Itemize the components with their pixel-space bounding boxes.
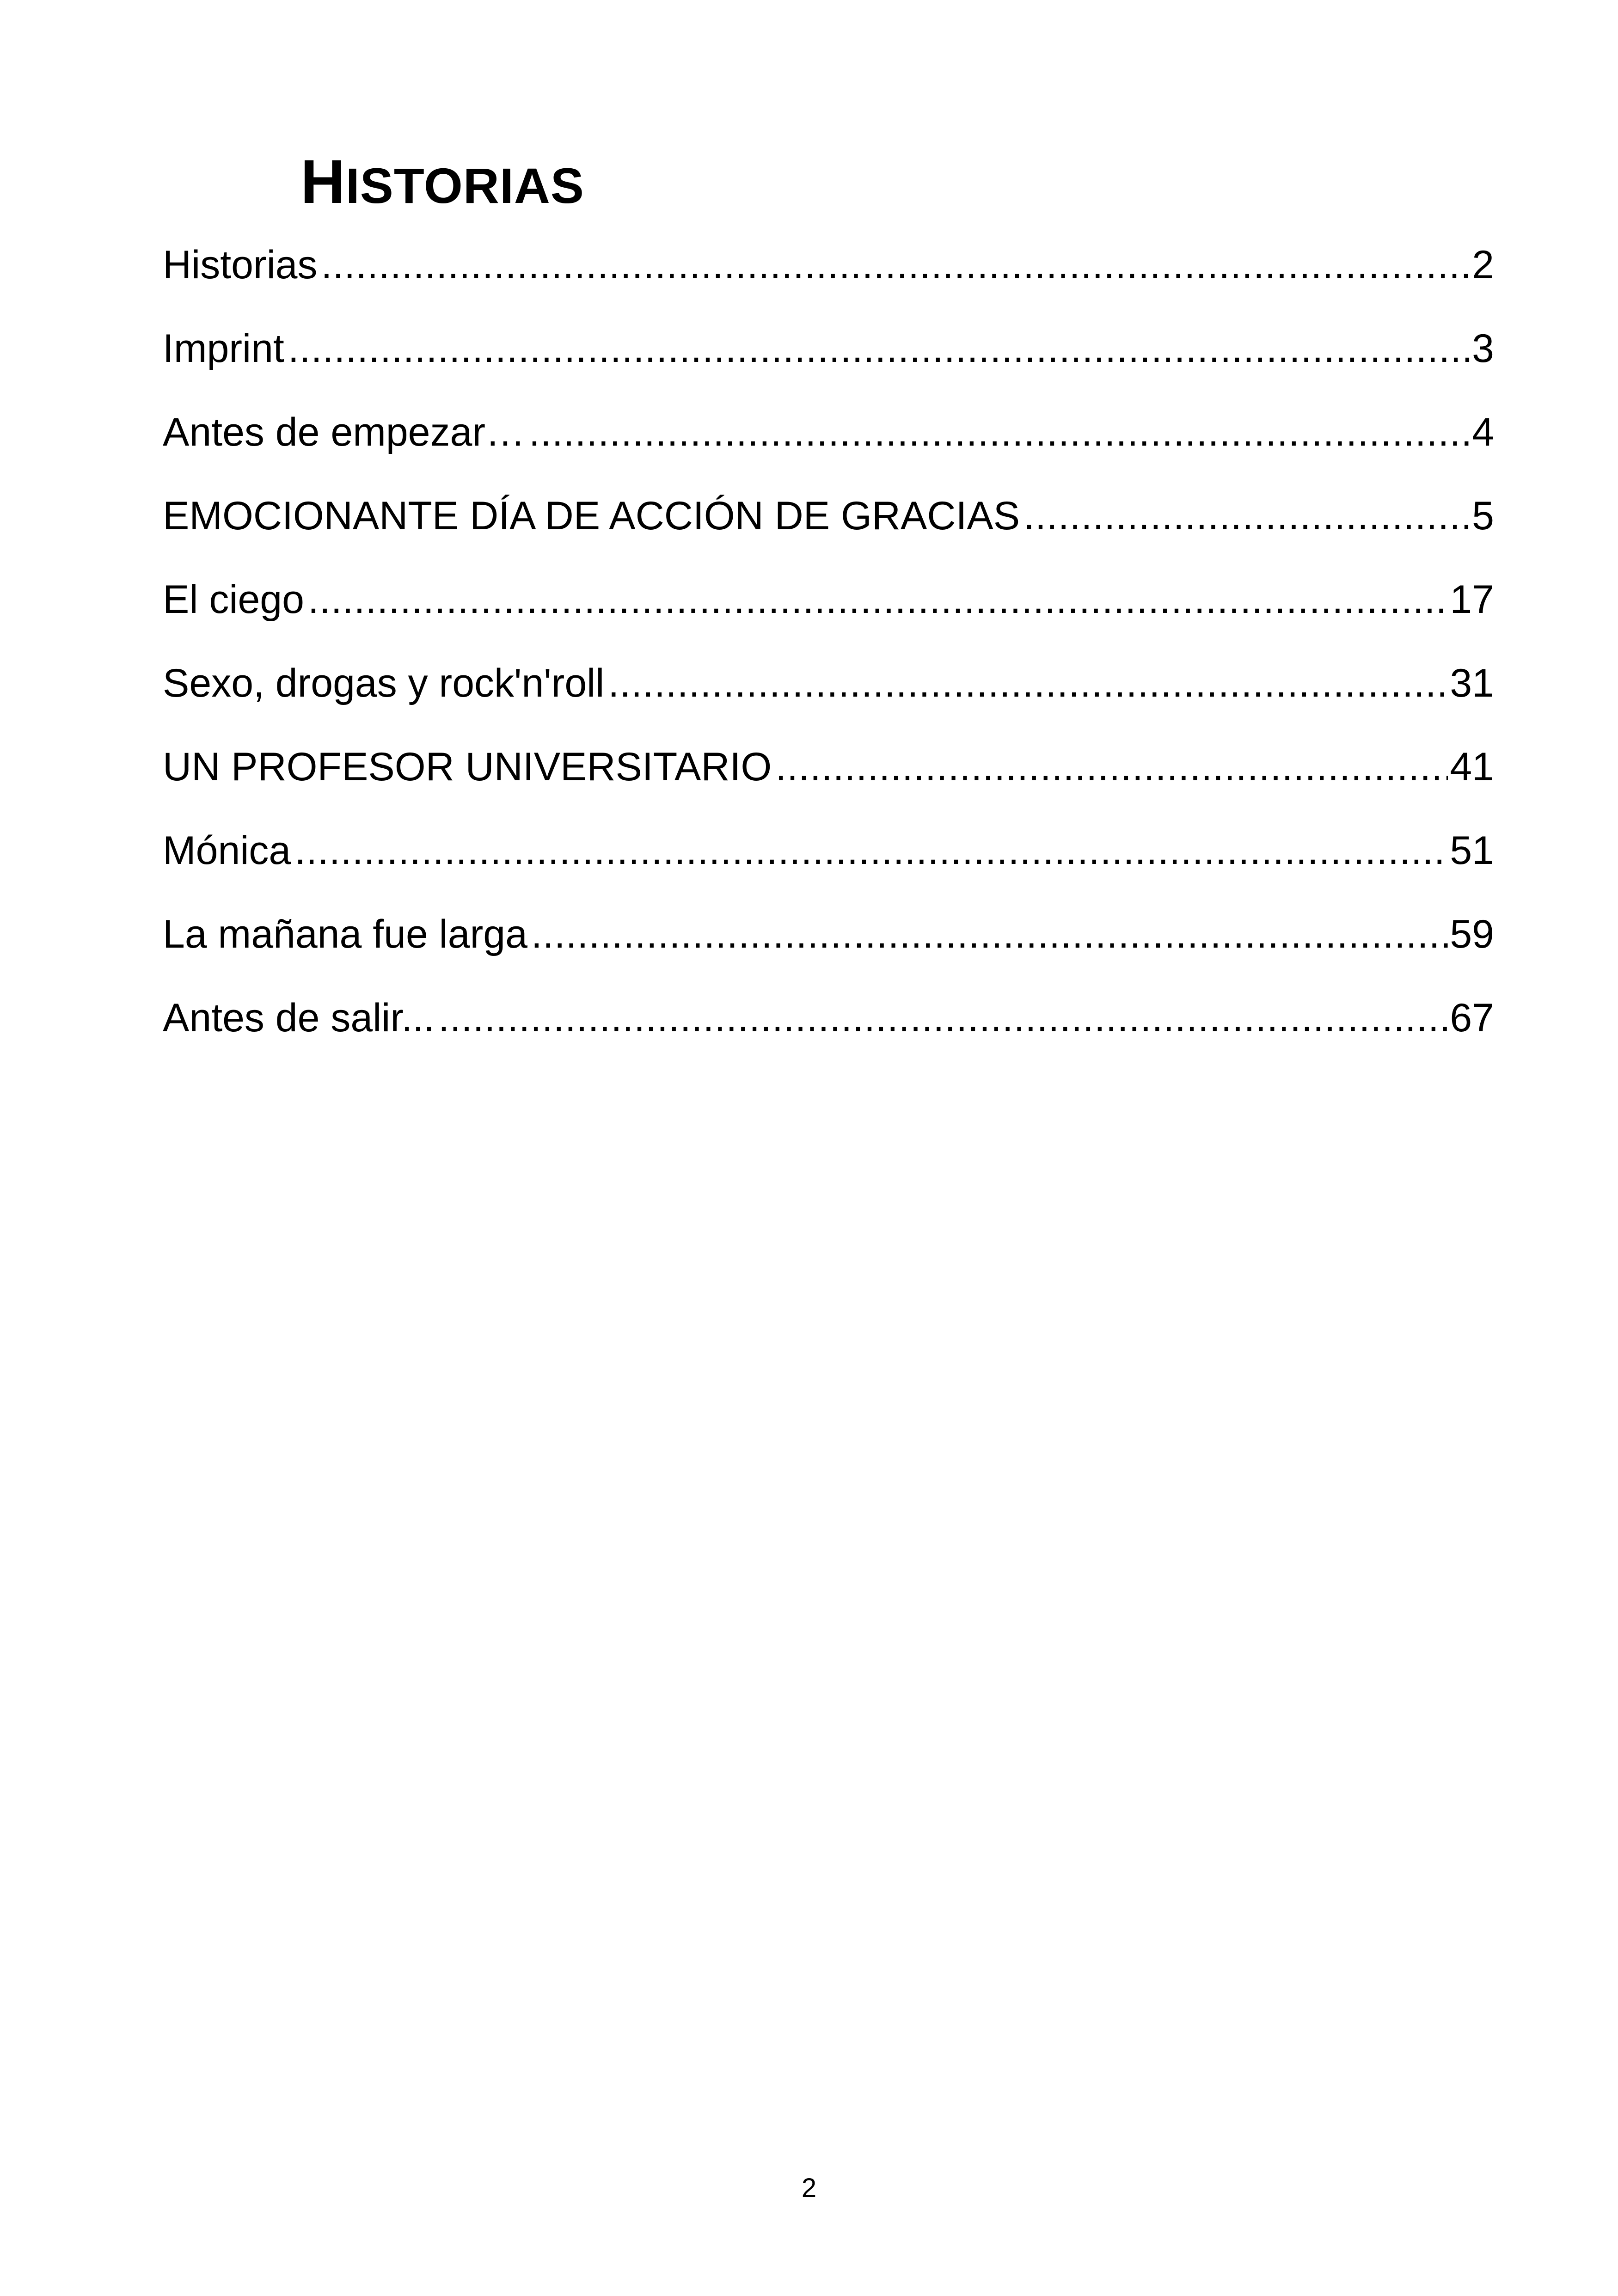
toc-entry-title: La mañana fue larga bbox=[163, 912, 527, 956]
toc-entry[interactable] bbox=[163, 412, 1494, 496]
toc-dot-leader bbox=[308, 580, 1448, 619]
toc-entry[interactable] bbox=[163, 663, 1494, 747]
toc-entry-page: 3 bbox=[1472, 326, 1494, 371]
toc-dot-leader bbox=[288, 329, 1470, 368]
toc-entry-title: El ciego bbox=[163, 577, 304, 622]
toc-dot-leader bbox=[294, 831, 1448, 870]
toc-entry-page: 67 bbox=[1450, 996, 1494, 1040]
toc-heading-initial: H bbox=[300, 147, 346, 217]
toc-entry-page: 41 bbox=[1450, 745, 1494, 789]
toc-entry[interactable] bbox=[163, 496, 1494, 580]
toc-entry-page: 31 bbox=[1450, 661, 1494, 705]
toc-dot-leader bbox=[1024, 496, 1470, 536]
toc-dot-leader bbox=[608, 663, 1448, 703]
toc-entry[interactable] bbox=[163, 998, 1494, 1082]
page-number: 2 bbox=[801, 2173, 817, 2203]
toc-heading bbox=[300, 147, 584, 217]
toc-dot-leader bbox=[529, 412, 1470, 452]
toc-dot-leader bbox=[321, 245, 1471, 285]
toc-entry[interactable] bbox=[163, 245, 1494, 329]
toc-entry-title: EMOCIONANTE DÍA DE ACCIÓN DE GRACIAS bbox=[163, 494, 1020, 538]
toc-entry-title: Mónica bbox=[163, 828, 291, 873]
toc-entry-page: 5 bbox=[1472, 494, 1494, 538]
toc-dot-leader bbox=[775, 747, 1448, 787]
toc-entry-title: UN PROFESOR UNIVERSITARIO bbox=[163, 745, 772, 789]
toc-dot-leader bbox=[438, 998, 1448, 1038]
toc-entry-page: 59 bbox=[1450, 912, 1494, 956]
toc-entry-page: 4 bbox=[1472, 410, 1494, 454]
toc-dot-leader bbox=[531, 914, 1448, 954]
toc-entry-title: Antes de salir... bbox=[163, 996, 435, 1040]
table-of-contents bbox=[163, 245, 1494, 1082]
toc-heading-rest: ISTORIAS bbox=[345, 158, 584, 214]
toc-entry[interactable] bbox=[163, 326, 1494, 412]
toc-entry-page: 17 bbox=[1450, 577, 1494, 622]
toc-entry-page: 2 bbox=[1472, 243, 1494, 287]
toc-entry-title: Historias bbox=[163, 243, 318, 287]
toc-entry-page: 51 bbox=[1450, 828, 1494, 873]
toc-entry-title: Imprint bbox=[163, 326, 284, 371]
toc-entry-title: Sexo, drogas y rock'n'roll bbox=[163, 661, 605, 705]
toc-entry-title: Antes de empezar… bbox=[163, 410, 525, 454]
toc-entry[interactable] bbox=[163, 914, 1494, 998]
toc-entry[interactable] bbox=[163, 828, 1494, 914]
toc-entry[interactable] bbox=[163, 577, 1494, 663]
toc-entry[interactable] bbox=[163, 747, 1494, 831]
